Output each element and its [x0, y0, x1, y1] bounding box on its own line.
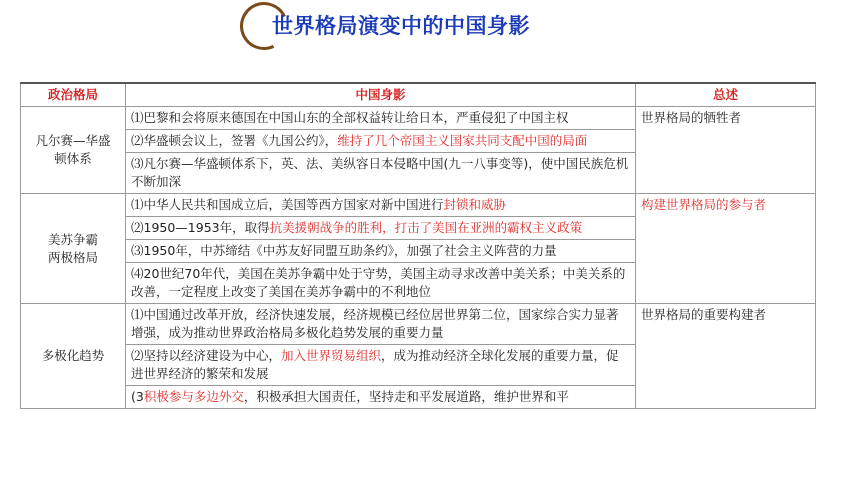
item-text-after: ，成为推动经济全球化发展的重要力量，促进世界经济的繁荣和发展 — [131, 348, 619, 381]
item-text: ⑵坚持以经济建设为中心， — [131, 348, 282, 363]
item-cell — [126, 304, 636, 345]
page-title: 世界格局演变中的中国身影 — [272, 14, 530, 38]
title-area — [0, 0, 860, 60]
system-cell — [21, 107, 126, 194]
item-text: ⑶凡尔赛—华盛顿体系下，英、法、美纵容日本侵略中国(九一八事变等)，使中国民族危机不断加深 — [131, 156, 629, 189]
item-highlight: 维持了几个帝国主义国家共同支配中国的局面 — [337, 133, 588, 148]
item-cell — [126, 345, 636, 386]
item-text: ⑷20世纪70年代，美国在美苏争霸中处于守势，美国主动寻求改善中美关系；中美关系的改善，一定程度上改变了美国在美苏争霸中的不利地位 — [131, 266, 626, 299]
item-highlight: 加入世界贸易组织 — [281, 348, 382, 363]
summary-cell: 构建世界格局的参与者 — [636, 194, 816, 304]
history-table — [20, 82, 816, 409]
item-text-after: ，积极承担大国责任，坚持走和平发展道路，维护世界和平 — [243, 389, 569, 404]
header-china-role: 中国身影 — [126, 83, 636, 107]
system-name: 凡尔赛—华盛顿体系 — [35, 133, 111, 166]
summary-cell: 世界格局的重要构建者 — [636, 304, 816, 409]
item-cell — [126, 386, 636, 409]
item-cell — [126, 217, 636, 240]
table-row — [21, 304, 816, 345]
item-text: ⑴中国通过改革开放，经济快速发展，经济规模已经位居世界第二位，国家综合实力显著增强，成为推动世界政治格局多极化趋势发展的重要力量 — [131, 307, 619, 340]
item-text: ⑵华盛顿会议上，签署《九国公约》， — [131, 133, 338, 148]
header-political-pattern: 政治格局 — [21, 83, 126, 107]
system-name: 多极化趋势 — [41, 348, 105, 363]
system-cell — [21, 194, 126, 304]
item-cell — [126, 194, 636, 217]
system-name: 美苏争霸两极格局 — [47, 231, 98, 265]
system-cell — [21, 304, 126, 409]
item-highlight: 积极参与多边外交 — [143, 389, 244, 404]
table-row — [21, 194, 816, 217]
table-row — [21, 107, 816, 130]
item-highlight: 封锁和威胁 — [443, 197, 507, 212]
header-row — [21, 83, 816, 107]
item-text: ⑶1950年，中苏缔结《中苏友好同盟互助条约》，加强了社会主义阵营的力量 — [131, 243, 557, 258]
summary-cell: 世界格局的牺牲者 — [636, 107, 816, 194]
item-cell — [126, 153, 636, 194]
item-cell — [126, 263, 636, 304]
item-cell — [126, 240, 636, 263]
item-text: (3 — [131, 389, 144, 404]
item-text: ⑵1950—1953年，取得 — [131, 220, 270, 235]
item-cell — [126, 130, 636, 153]
item-text: ⑴中华人民共和国成立后，美国等西方国家对新中国进行 — [131, 197, 444, 212]
item-text: ⑴巴黎和会将原来德国在中国山东的全部权益转让给日本，严重侵犯了中国主权 — [131, 110, 569, 125]
item-highlight: 抗美援朝战争的胜利，打击了美国在亚洲的霸权主义政策 — [269, 220, 583, 235]
header-summary: 总述 — [636, 83, 816, 107]
item-cell — [126, 107, 636, 130]
